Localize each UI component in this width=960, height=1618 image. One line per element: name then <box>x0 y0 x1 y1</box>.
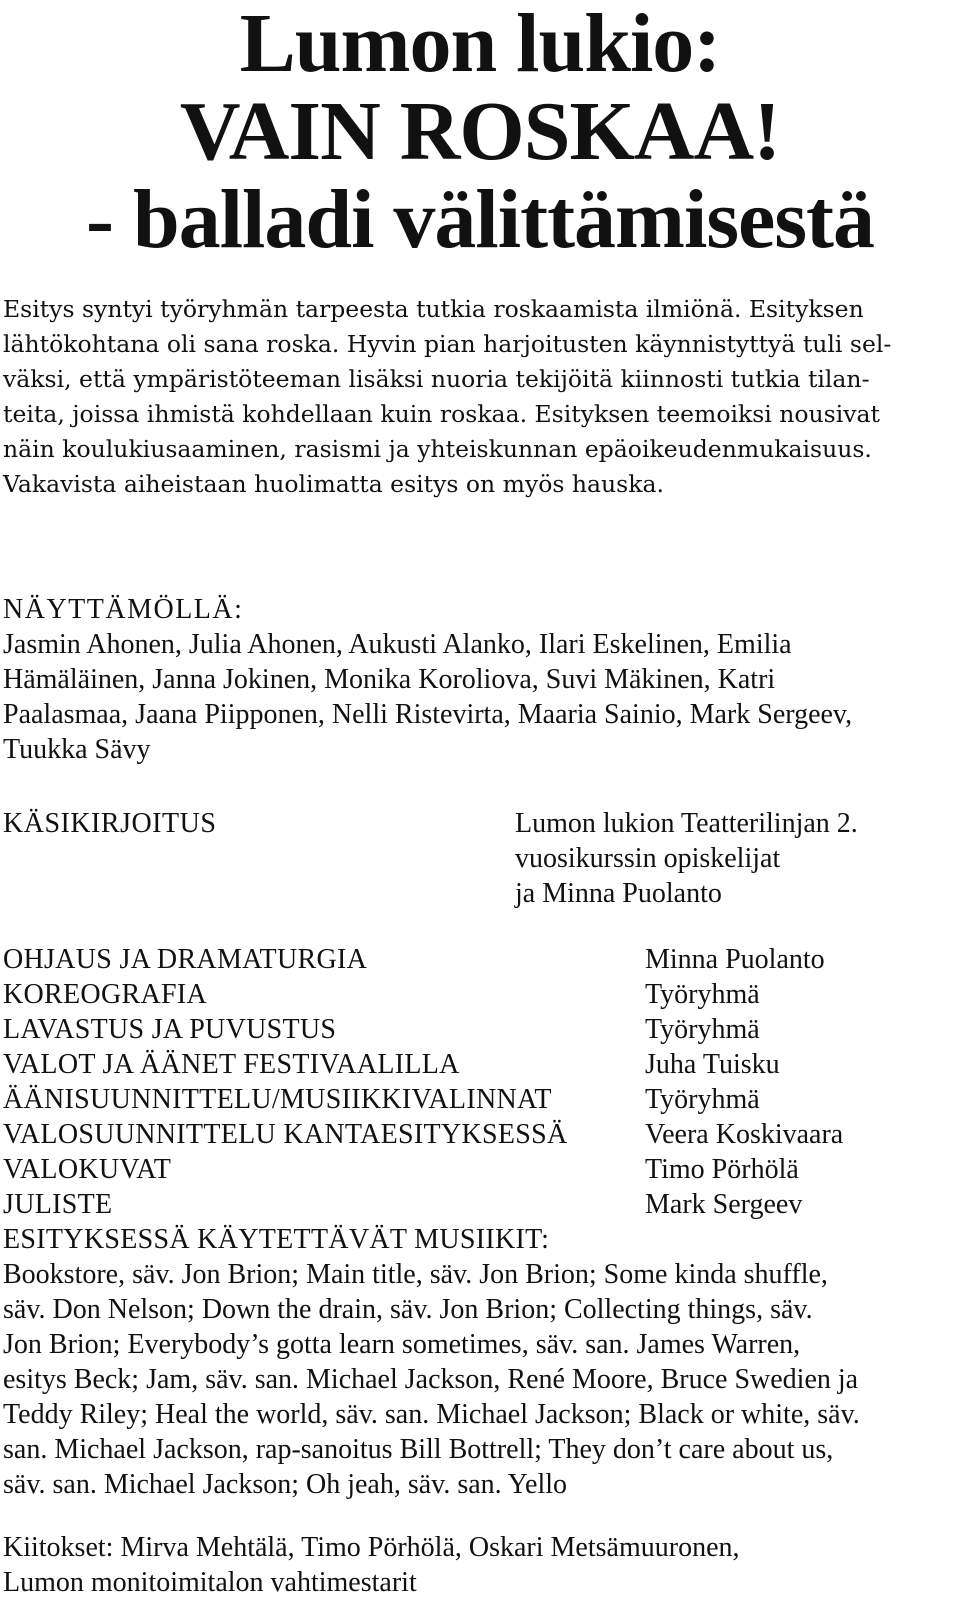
intro-line: teita, joissa ihmistä kohdellaan kuin roskaa. Esityksen teemoiksi nousivat <box>3 400 880 428</box>
credit-row <box>3 1012 953 1047</box>
credit-role: VALOSUUNNITTELU KANTAESITYKSESSÄ <box>3 1119 568 1150</box>
credit-role: LAVASTUS JA PUVUSTUS <box>3 1014 337 1045</box>
music-heading: ESITYKSESSÄ KÄYTETTÄVÄT MUSIIKIT: <box>3 1224 550 1255</box>
music-line: san. Michael Jackson, rap-sanoitus Bill Bottrell; They don’t care about us, <box>3 1434 834 1465</box>
music-list <box>3 1257 953 1502</box>
intro-line: Vakavista aiheistaan huolimatta esitys on myös hauska. <box>3 470 664 498</box>
thanks-line: Lumon monitoimitalon vahtimestarit <box>3 1567 417 1598</box>
credit-name: Veera Koskivaara <box>645 1119 844 1150</box>
thanks-line: Kiitokset: Mirva Mehtälä, Timo Pörhölä, Oskari Metsämuuronen, <box>3 1532 740 1563</box>
credit-role: KOREOGRAFIA <box>3 979 207 1010</box>
script-credit <box>515 806 858 911</box>
page-title <box>0 0 960 264</box>
credit-role: VALOKUVAT <box>3 1154 172 1185</box>
music-line: Teddy Riley; Heal the world, säv. san. Michael Jackson; Black or white, säv. <box>3 1399 860 1430</box>
credit-row <box>3 1047 953 1082</box>
title-line: - balladi välittämisestä <box>86 173 874 266</box>
cast-line: Tuukka Sävy <box>3 734 151 765</box>
intro-paragraph <box>3 292 953 502</box>
credit-row <box>3 1187 953 1222</box>
music-line: säv. Don Nelson; Down the drain, säv. Jon Brion; Collecting things, säv. <box>3 1294 813 1325</box>
cast-list <box>3 627 953 767</box>
stage-heading: NÄYTTÄMÖLLÄ: <box>3 594 244 625</box>
credits-list <box>3 942 953 1222</box>
intro-line: lähtökohtana oli sana roska. Hyvin pian harjoitusten käynnistyttyä tuli sel- <box>3 330 892 358</box>
script-credit-line: Lumon lukion Teatterilinjan 2. <box>515 808 858 839</box>
script-role: KÄSIKIRJOITUS <box>3 808 217 839</box>
credit-name: Timo Pörhölä <box>645 1154 799 1185</box>
credit-row <box>3 1117 953 1152</box>
music-line: esitys Beck; Jam, säv. san. Michael Jackson, René Moore, Bruce Swedien ja <box>3 1364 859 1395</box>
intro-line: väksi, että ympäristöteeman lisäksi nuoria tekijöitä kiinnosti tutkia tilan- <box>3 365 870 393</box>
credit-name: Työryhmä <box>645 1014 760 1045</box>
credit-role: ÄÄNISUUNNITTELU/MUSIIKKIVALINNAT <box>3 1084 552 1115</box>
title-line: Lumon lukio: <box>239 0 721 90</box>
credit-row <box>3 1082 953 1117</box>
credit-row <box>3 977 953 1012</box>
script-credit-line: ja Minna Puolanto <box>515 878 722 909</box>
credit-role: VALOT JA ÄÄNET FESTIVAALILLA <box>3 1049 460 1080</box>
credit-name: Työryhmä <box>645 979 760 1010</box>
credit-name: Mark Sergeev <box>645 1189 803 1220</box>
music-line: säv. san. Michael Jackson; Oh jeah, säv. san. Yello <box>3 1469 568 1500</box>
script-credit-line: vuosikurssin opiskelijat <box>515 843 781 874</box>
credit-role: OHJAUS JA DRAMATURGIA <box>3 944 368 975</box>
music-line: Bookstore, säv. Jon Brion; Main title, säv. Jon Brion; Some kinda shuffle, <box>3 1259 828 1290</box>
intro-line: näin koulukiusaaminen, rasismi ja yhteiskunnan epäoikeudenmukaisuus. <box>3 435 872 463</box>
cast-line: Jasmin Ahonen, Julia Ahonen, Aukusti Alanko, Ilari Eskelinen, Emilia <box>3 629 792 660</box>
credit-row <box>3 1152 953 1187</box>
credit-name: Juha Tuisku <box>645 1049 780 1080</box>
intro-line: Esitys syntyi työryhmän tarpeesta tutkia roskaamista ilmiönä. Esityksen <box>3 295 864 323</box>
credit-row <box>3 942 953 977</box>
credit-role: JULISTE <box>3 1189 113 1220</box>
thanks-paragraph <box>3 1530 953 1600</box>
title-line: VAIN ROSKAA! <box>179 85 781 178</box>
cast-line: Hämäläinen, Janna Jokinen, Monika Koroliova, Suvi Mäkinen, Katri <box>3 664 776 695</box>
credit-name: Työryhmä <box>645 1084 760 1115</box>
music-line: Jon Brion; Everybody’s gotta learn sometimes, säv. san. James Warren, <box>3 1329 801 1360</box>
cast-line: Paalasmaa, Jaana Piipponen, Nelli Ristevirta, Maaria Sainio, Mark Sergeev, <box>3 699 853 730</box>
credit-name: Minna Puolanto <box>645 944 825 975</box>
